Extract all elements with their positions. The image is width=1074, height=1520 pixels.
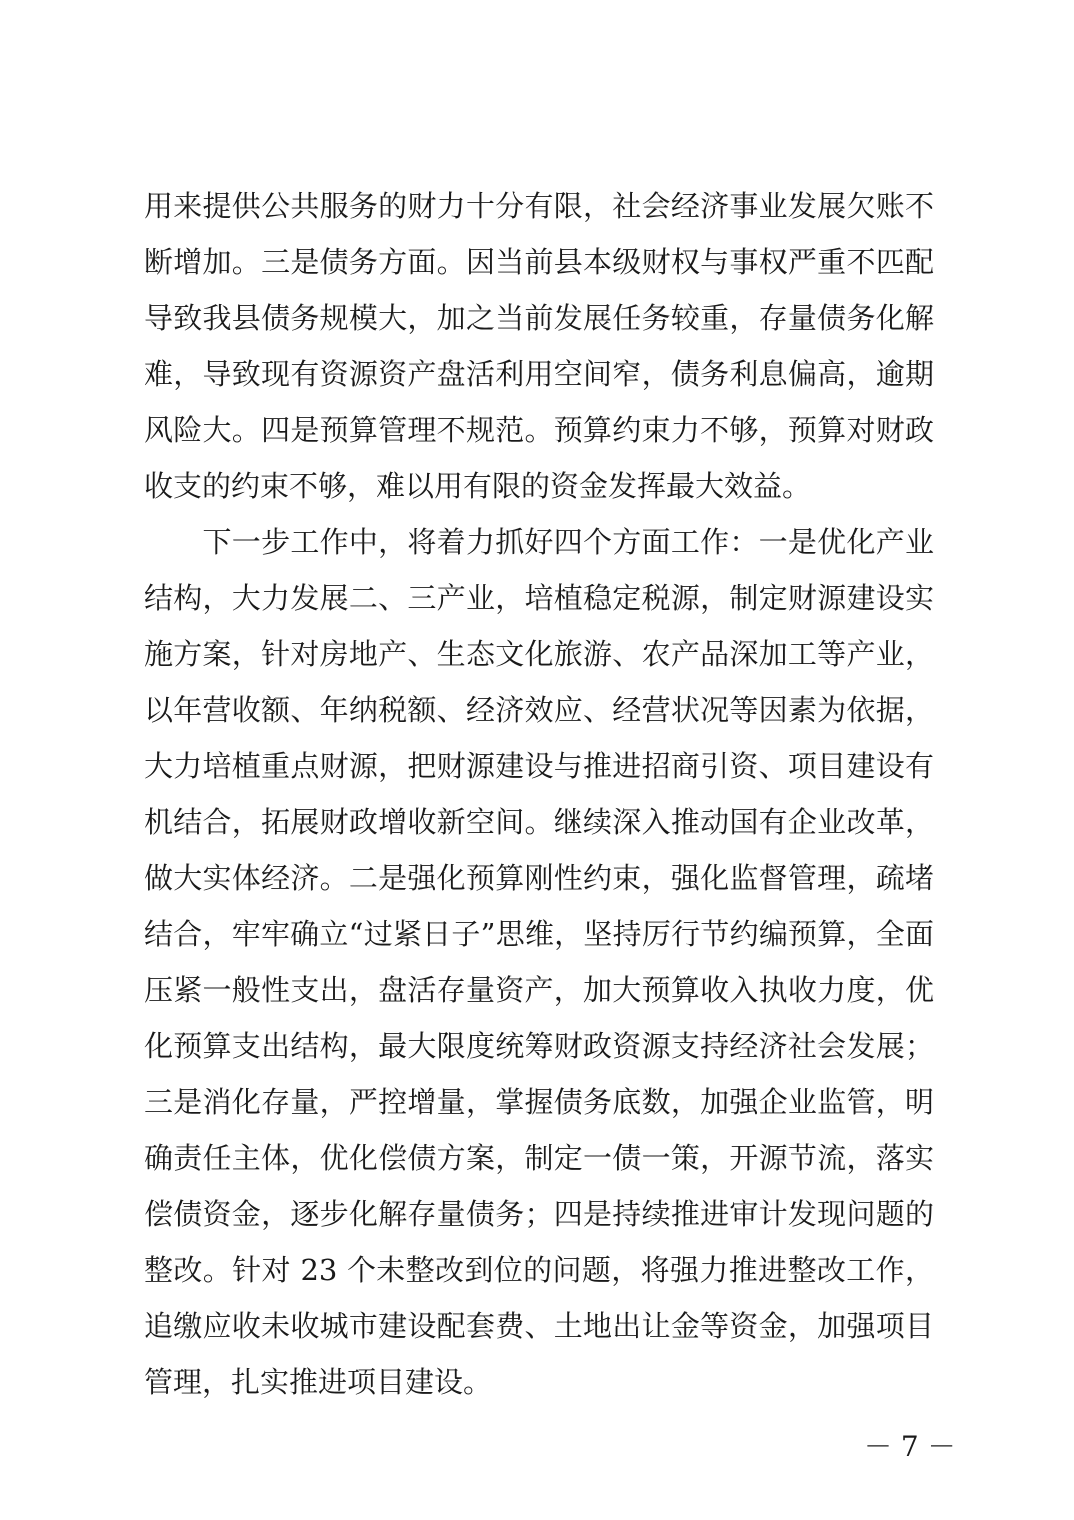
text-line: 结合，牢牢确立“过紧日子”思维，坚持厉行节约编预算，全面 [144,917,934,951]
text-line: 三是消化存量，严控增量，掌握债务底数，加强企业监管，明 [144,1085,934,1119]
text-line: 难，导致现有资源资产盘活利用空间窄，债务利息偏高，逾期 [144,357,934,391]
text-line: 风险大。四是预算管理不规范。预算约束力不够，预算对财政 [144,413,934,447]
text-line: 偿债资金，逐步化解存量债务；四是持续推进审计发现问题的 [144,1197,934,1231]
text-line: 化预算支出结构，最大限度统筹财政资源支持经济社会发展； [144,1029,934,1063]
text-line: 大力培植重点财源，把财源建设与推进招商引资、项目建设有 [144,749,934,783]
text-line: 机结合，拓展财政增收新空间。继续深入推动国有企业改革， [144,805,934,839]
text-line: 做大实体经济。二是强化预算刚性约束，强化监督管理，疏堵 [144,861,934,895]
text-line: 确责任主体，优化偿债方案，制定一债一策，开源节流，落实 [144,1141,934,1175]
text-line: 收支的约束不够，难以用有限的资金发挥最大效益。 [144,469,812,503]
text-line: 整改。针对 23 个未整改到位的问题，将强力推进整改工作， [144,1253,934,1287]
body-text [144,178,934,1410]
text-line: 用来提供公共服务的财力十分有限，社会经济事业发展欠账不 [144,189,934,223]
text-line: 下一步工作中，将着力抓好四个方面工作：一是优化产业 [144,525,934,559]
page-number: － 7 － [864,1430,956,1463]
text-line: 以年营收额、年纳税额、经济效应、经营状况等因素为依据， [144,693,934,727]
text-line: 管理，扎实推进项目建设。 [144,1365,493,1399]
text-line: 导致我县债务规模大，加之当前发展任务较重，存量债务化解 [144,301,934,335]
text-line: 结构，大力发展二、三产业，培植稳定税源，制定财源建设实 [144,581,934,615]
text-line: 压紧一般性支出，盘活存量资产，加大预算收入执收力度，优 [144,973,934,1007]
text-line: 追缴应收未收城市建设配套费、土地出让金等资金，加强项目 [144,1309,934,1343]
text-line: 断增加。三是债务方面。因当前县本级财权与事权严重不匹配 [144,245,934,279]
text-line: 施方案，针对房地产、生态文化旅游、农产品深加工等产业， [144,637,934,671]
